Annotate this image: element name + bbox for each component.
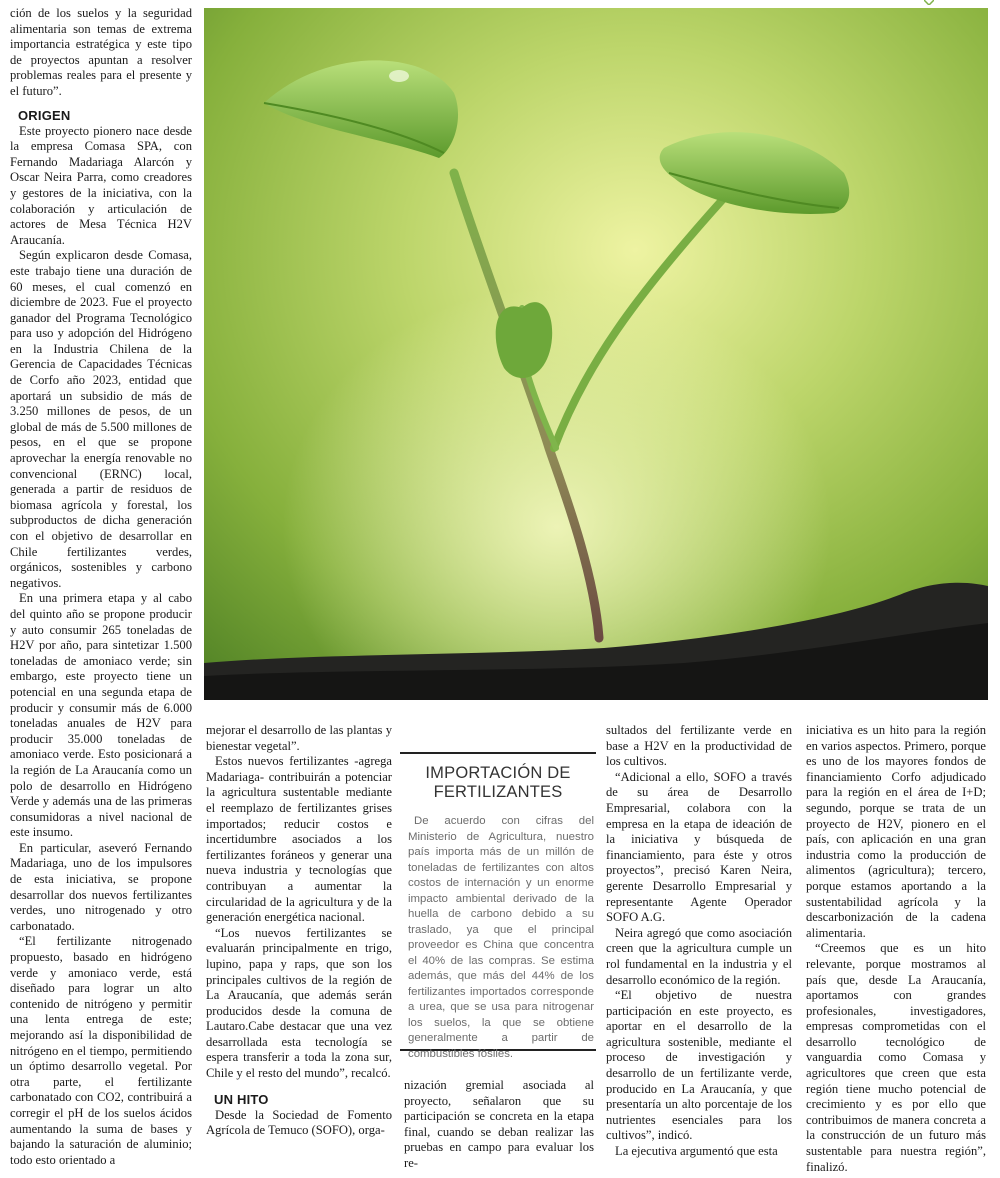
sidebar-body xyxy=(400,814,596,1062)
article-column-1 xyxy=(10,6,192,1168)
article-column-5 xyxy=(806,723,986,1175)
article-paragraph: “Creemos que es un hito relevante, porque mostramos al país que, desde La Araucanía, aportamos con grandes profesionales, investigadores, empresas comprometidas con el desarrollo tecnológico de vanguardia como Comasa y agricultores que creen que esta región tiene mucho potencial de crecimiento y es por ello que contribuimos de manera concreta a la construcción de un futuro más sustentable para nuestra región”, finalizó. xyxy=(806,941,986,1174)
article-paragraph: ción de los suelos y la seguridad alimentaria son temas de extrema importancia estratégica y este tipo de proyectos apuntan a resolver problemas reales para el presente y el futuro”. xyxy=(10,6,192,98)
article-paragraph: Desde la Sociedad de Fomento Agrícola de Temuco (SOFO), orga- xyxy=(206,1107,392,1138)
section-heading-origen: ORIGEN xyxy=(18,107,71,123)
article-paragraph: Neira agregó que como asociación creen que la agricultura cumple un rol fundamental en la industria y el desarrollo económico de la región. xyxy=(606,925,792,987)
article-column-3 xyxy=(404,1078,594,1172)
article-paragraph: “Adicional a ello, SOFO a través de su área de Desarrollo Empresarial, colabora con la empresa en la etapa de ideación de la iniciativa y búsqueda de financiamiento, para éste y otros proyectos”, precisó Karen Neira, gerente Desarrollo Empresarial y representante Agente Operador SOFO A.G. xyxy=(606,769,792,925)
article-paragraph: La ejecutiva argumentó que esta xyxy=(615,1144,778,1159)
article-column-2 xyxy=(206,723,392,1139)
article-paragraph: nización gremial asociada al proyecto, señalaron que su participación se concreta en la etapa final, cuando se deban realizar las pruebas en campo para evaluar los re- xyxy=(404,1078,594,1170)
sidebar-paragraph: De acuerdo con cifras del Ministerio de Agricultura, nuestro país importa más de un millón de toneladas de fertilizantes con altos costos de internación y un enorme impacto ambiental derivado de la huella de carbono debido a su traslado, ya que el principal proveedor es China que concentra el 40% de las compras. Se estima además, que más del 44% de los fertilizantes importados corresponde a urea, que se usa para nitrogenar los suelos, la que se obtiene generalmente a partir de combustibles fósiles. xyxy=(408,815,594,1060)
sprout-photo xyxy=(204,8,988,700)
sidebar-title: IMPORTACIÓN DE FERTILIZANTES xyxy=(425,764,571,801)
article-paragraph: Según explicaron desde Comasa, este trabajo tiene una duración de 60 meses, el cual comenzó en diciembre de 2023. Fue el proyecto ganador del Programa Tecnológico para uso y adopción del Hidrógeno en la Industria Chilena de la Gerencia de Capacidades Técnicas de Corfo año 2023, entidad que aportará un subsidio de más de 3.250 millones de pesos, de un global de más de 5.500 millones de pesos, en el que se propone aprovechar la energía renovable no convencional (ERNC) local, generada a partir de residuos de biomasa agrícola y forestal, los subproductos de dicha generación con el objetivo de desarrollar en Chile fertilizantes verdes, orgánicos, sostenibles y carbono negativos. xyxy=(10,248,192,590)
article-paragraph: mejorar el desarrollo de las plantas y bienestar vegetal”. xyxy=(206,723,392,753)
sidebar-box-importacion xyxy=(400,752,596,1060)
article-paragraph: “Los nuevos fertilizantes se evaluarán principalmente en trigo, lupino, papa y raps, que son los principales cultivos de la región de La Araucanía, que además serán producidos desde la comuna de Lautaro.Cabe destacar que una vez desarrollada esta tecnología se espera transferir a toda la zona sur, Chile y el resto del mundo”, recalcó. xyxy=(206,925,392,1081)
article-column-4 xyxy=(606,723,792,1160)
section-heading-un-hito: UN HITO xyxy=(214,1091,269,1107)
article-paragraph: En particular, aseveró Fernando Madariaga, uno de los impulsores de esta iniciativa, se propone desarrollar dos nuevos fertilizantes verdes, uno nitrogenado y otro carbonatado. xyxy=(10,840,192,933)
corner-marker-icon xyxy=(924,0,934,5)
article-paragraph: iniciativa es un hito para la región en varios aspectos. Primero, porque es uno de los mayores fondos de financiamiento Corfo adjudicado para la región en el área de I+D; segundo, porque se trata de un proyecto de H2V, pionero en el país, con aplicación en una gran industria como la producción de alimentos (agricultura); tercero, porque estamos aportando a la sustentabilidad agrícola y la descarbonización de la cadena alimentaria. xyxy=(806,723,986,940)
article-paragraph: Estos nuevos fertilizantes -agrega Madariaga- contribuirán a potenciar la agricultura sustentable mediante el reemplazo de fertilizantes grises importados; reducir costos e incertidumbre asociados a los fertilizantes foráneos y generar una nueva industria y tecnologías que contribuyan a aumentar la circularidad de la agricultura y de la generación energética nacional. xyxy=(206,754,392,925)
article-paragraph: “El fertilizante nitrogenado propuesto, basado en hidrógeno verde y amoniaco verde, está diseñado para lograr un alto contenido de nitrógeno y permitir una lenta entrega de este; mejorando así la disponibilidad de nitrógeno en el tiempo, permitiendo un óptimo desarrollo vegetal. Por otra parte, el fertilizante carbonatado con CO2, contribuirá a corregir el pH de los suelos ácidos aumentando la suma de bases y bajando la saturación de aluminio; todo esto orientado a xyxy=(10,934,192,1167)
article-paragraph: sultados del fertilizante verde en base a H2V en la productividad de los cultivos. xyxy=(606,723,792,769)
article-paragraph: “El objetivo de nuestra participación en este proyecto, es aportar en el desarrollo de la agricultura sostenible, mediante el proceso de investigación y desarrollo de un fertilizante verde, producido en La Araucanía, y que presentaría un alto porcentaje de los nutrientes esenciales para los cultivos”, indicó. xyxy=(606,988,792,1143)
article-paragraph: En una primera etapa y al cabo del quinto año se propone producir y auto consumir 265 toneladas de H2V por año, para sintetizar 1.500 toneladas de amoniaco verde; sin embargo, este proyecto tiene un potencial en una segunda etapa de producir y consumir más de 6.000 toneladas anuales de H2V para producir 35.000 toneladas de amoniaco verde. Esto posicionará a la región de La Araucanía como un polo de desarrollo en Hidrógeno Verde y además una de las primeras consumidoras a nivel nacional de este insumo. xyxy=(10,591,192,840)
article-paragraph: Este proyecto pionero nace desde la empresa Comasa SPA, con Fernando Madariaga Alarcón y Oscar Neira Parra, como creadores y gestores de la iniciativa, con la colaboración y articulación de actores de Mesa Técnica H2V Araucanía. xyxy=(10,123,192,247)
